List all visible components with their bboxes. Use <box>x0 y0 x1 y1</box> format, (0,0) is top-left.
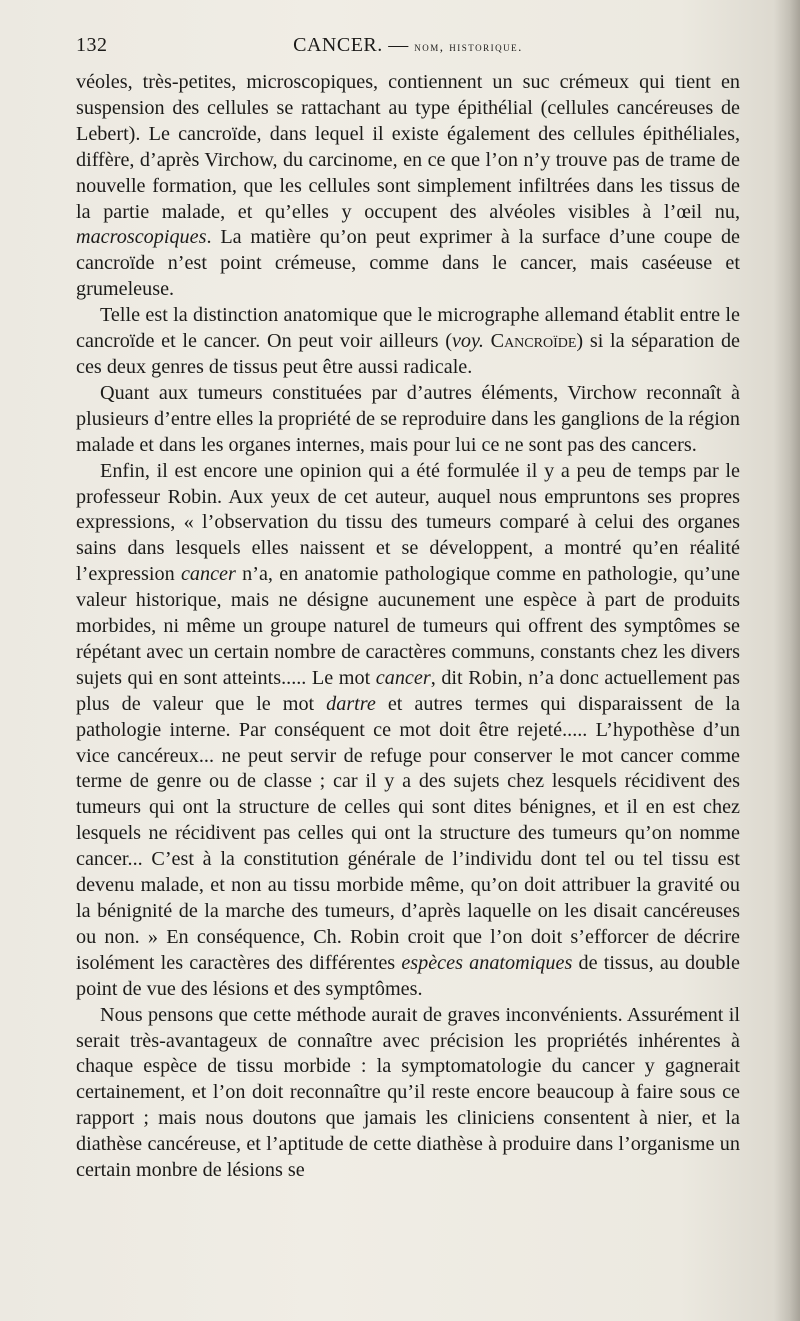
emphasis-cancer: cancer <box>180 563 236 586</box>
emphasis-cancer: cancer <box>375 666 431 689</box>
running-head <box>76 34 740 64</box>
paragraph-1 <box>76 70 740 303</box>
paragraph-3 <box>76 381 740 459</box>
paragraph-5 <box>76 1003 740 1184</box>
paragraph-2 <box>76 303 740 381</box>
chapter-subtitle: nom, historique. <box>414 39 523 54</box>
text-run: Enfin, il est encore une opinion qui a été formulée il y a peu de temps par le professeur Robin. Aux yeux de cet auteur, auquel nous empruntons ses propres expressions, « l’observation du tissu des tumeurs comparé à celui des organes sains dans lesquels elles naissent et se développent, a montré qu’en réalité l’expression <box>76 459 740 586</box>
chapter-title: CANCER. <box>293 34 383 56</box>
emphasis-macroscopiques: macroscopiques <box>76 226 207 249</box>
page-number: 132 <box>76 34 108 56</box>
emphasis-especes-anatomiques: espèces anatomiques <box>401 951 573 974</box>
title-dash: — <box>388 34 409 56</box>
text-run: ) si la séparation de ces deux genres de tissus peut être aussi radicale. <box>76 330 741 378</box>
text-run: . La matière qu’on peut exprimer à la surface d’une coupe de cancroïde n’est point crémeuse, comme dans le cancer, mais caséeuse et grumeleuse. <box>76 226 740 301</box>
text-run: Nous pensons que cette méthode aurait de graves inconvénients. Assurément il serait très-avantageux de connaître avec précision les propriétés inhérentes à chaque espèce de tissu morbide : la symptomatologie du cancer y gagnerait certainement, et l’on doit reconnaître qu’il reste encore beaucoup à faire sous ce rapport ; mais nous doutons que jamais les cliniciens consentent à nier, et la diathèse cancéreuse, et l’aptitude de cette diathèse à produire dans l’organisme un certain monbre de lésions se <box>76 1003 740 1182</box>
emphasis-voy: voy. <box>451 330 484 353</box>
text-run: et autres termes qui disparaissent de la pathologie interne. Par conséquent ce mot doit être rejeté..... L’hypothèse d’un vice cancéreux... ne peut servir de refuge pour conserver le mot cancer comme terme de genre ou de classe ; car il y a des sujets chez lesquels récidivent des tumeurs qui ont la structure de celles qui sont dites bénignes, et il en est chez lesquels ne récidivent pas celles qui ont la structure des tumeurs qu’on nomme cancer... C’est à la constitution générale de l’individu dont tel ou tel tissu est devenu malade, et non au tissu morbide même, qu’on doit attribuer la gravité ou la bénignité de la marche des tumeurs, d’après laquelle on les disait cancéreuses ou non. » En conséquence, Ch. Robin croit que l’on doit s’efforcer de décrire isolément les caractères des différentes <box>76 692 740 974</box>
page-gutter-shadow <box>774 0 800 1321</box>
text-run: n’a, en anatomie pathologique comme en pathologie, qu’une valeur historique, mais ne désigne aucunement une espèce à part de produits morbides, ni même un groupe naturel de tumeurs qui offrent des symptômes se répétant avec un certain nombre de caractères communs, constants chez les divers sujets qui en sont atteints..... Le mot <box>76 563 741 689</box>
text-run: de tissus, au double point de vue des lésions et des symptômes. <box>76 951 740 1000</box>
text-run: Telle est la distinction anatomique que le micrographe allemand établit entre le cancroïde et le cancer. On peut voir ailleurs ( <box>76 304 740 353</box>
text-run: Quant aux tumeurs constituées par d’autres éléments, Virchow reconnaît à plusieurs d’entre elles la propriété de se reproduire dans les ganglions de la région malade et dans les organes internes, mais pour lui ce ne sont pas des cancers. <box>76 381 740 456</box>
text-run: véoles, très-petites, microscopiques, contiennent un suc crémeux qui tient en suspension des cellules se rattachant au type épithélial (cellules cancéreuses de Lebert). Le cancroïde, dans lequel il existe également des cellules épithéliales, diffère, d’après Virchow, du carcinome, en ce que l’on n’y trouve pas de trame de nouvelle formation, que les cellules sont simplement infiltrées dans les tissus de la partie malade, et qu’elles y occupent des alvéoles visibles à l’œil nu, <box>76 71 740 223</box>
text-run: , dit Robin, n’a donc actuellement pas plus de valeur que le mot <box>76 666 740 715</box>
body-text <box>76 70 740 1184</box>
running-title <box>76 34 740 57</box>
cross-reference-cancroide: Cancroïde <box>490 330 577 353</box>
paragraph-4 <box>76 459 740 1003</box>
text-run <box>484 330 491 352</box>
emphasis-dartre: dartre <box>326 692 376 715</box>
